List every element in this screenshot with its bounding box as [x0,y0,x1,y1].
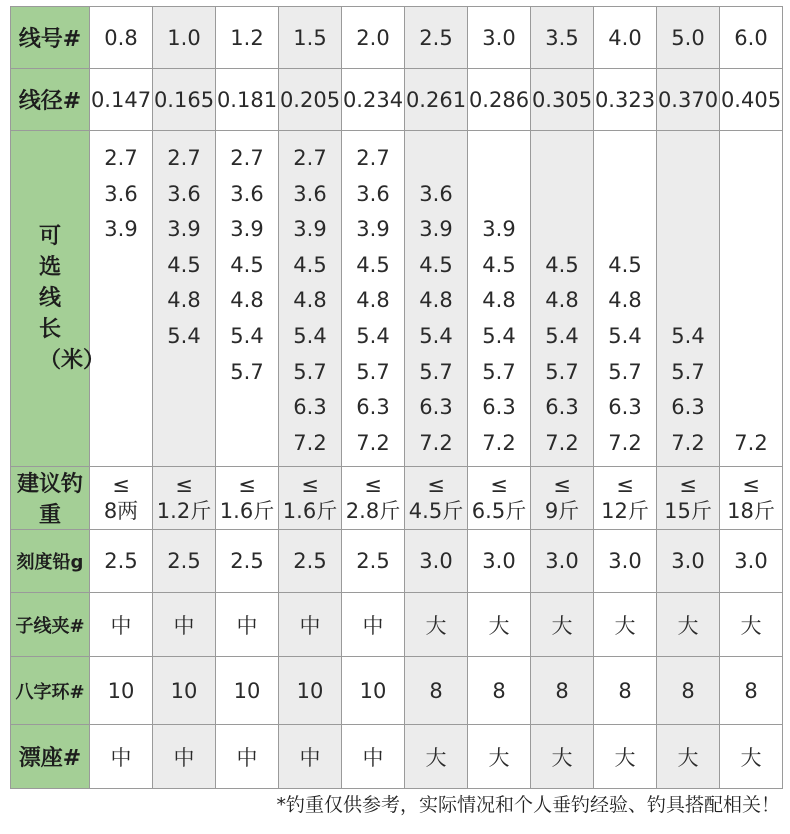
cell-diameter: 0.370 [657,69,720,131]
cell-sinker: 2.5 [216,530,279,593]
length-value [90,248,152,284]
cell-line-number: 1.2 [216,7,279,69]
less-equal-symbol: ≤ [238,473,256,497]
length-value: 3.9 [230,217,264,242]
cell-weight [216,467,279,530]
less-equal-symbol: ≤ [679,473,697,497]
length-value: 5.7 [545,359,579,384]
weight-value [594,472,656,524]
cell-clip: 中 [216,593,279,657]
cell-clip: 中 [90,593,153,657]
cell-diameter: 0.323 [594,69,657,131]
length-value: 3.9 [167,217,201,242]
length-value: 7.2 [419,430,453,455]
cell-lengths [216,131,279,467]
header-lengths [11,131,106,467]
cell-weight [720,467,783,530]
weight-value [216,472,278,524]
spec-table [10,6,783,789]
cell-diameter: 0.205 [279,69,342,131]
row-clip [11,593,783,657]
cell-lengths [90,131,153,467]
header-swivel: 八字环# [11,657,90,725]
header-weight: 建议钓重 [11,467,90,530]
length-value [594,141,656,177]
cell-line-number: 2.5 [405,7,468,69]
cell-sinker: 3.0 [468,530,531,593]
length-value: 3.9 [104,217,138,242]
weight-amount: 9斤 [544,499,580,523]
cell-diameter: 0.234 [342,69,405,131]
cell-lengths [468,131,531,467]
length-value: 5.4 [482,323,516,348]
length-value: 4.8 [608,288,642,313]
weight-amount: 1.6斤 [282,499,338,523]
less-equal-symbol: ≤ [616,473,634,497]
header-lengths-label: 可选线长（米） [39,224,106,373]
cell-line-number: 3.5 [531,7,594,69]
cell-float-seat: 大 [657,725,720,789]
length-value: 3.6 [104,181,138,206]
length-value: 6.3 [482,395,516,420]
less-equal-symbol: ≤ [742,473,760,497]
cell-weight [468,467,531,530]
length-value: 5.4 [167,323,201,348]
length-value [720,390,782,426]
cell-weight [594,467,657,530]
length-value: 4.8 [230,288,264,313]
length-value: 5.7 [608,359,642,384]
cell-float-seat: 中 [279,725,342,789]
length-value: 5.7 [356,359,390,384]
cell-float-seat: 中 [342,725,405,789]
length-value: 7.2 [734,430,768,455]
length-value [720,248,782,284]
cell-swivel: 8 [657,657,720,725]
length-value: 5.7 [230,359,264,384]
weight-amount: 15斤 [664,499,712,523]
weight-amount: 4.5斤 [408,499,464,523]
row-sinker [11,530,783,593]
length-value [720,319,782,355]
weight-value [720,472,782,524]
row-lengths [11,131,783,467]
cell-float-seat: 中 [216,725,279,789]
cell-weight [90,467,153,530]
length-value [657,212,719,248]
length-value: 3.6 [419,181,453,206]
cell-clip: 中 [279,593,342,657]
cell-line-number: 0.8 [90,7,153,69]
cell-sinker: 2.5 [342,530,405,593]
cell-swivel: 10 [216,657,279,725]
less-equal-symbol: ≤ [490,473,508,497]
weight-value [657,472,719,524]
length-value: 2.7 [104,146,138,170]
length-value: 2.7 [230,146,264,170]
cell-diameter: 0.405 [720,69,783,131]
length-value [531,212,593,248]
length-value: 3.9 [356,217,390,242]
length-value [153,390,215,426]
length-value [657,283,719,319]
cell-swivel: 10 [90,657,153,725]
cell-swivel: 8 [720,657,783,725]
cell-float-seat: 中 [90,725,153,789]
cell-lengths [594,131,657,467]
weight-value [405,472,467,524]
length-value: 4.5 [608,252,642,277]
length-value [90,390,152,426]
cell-clip: 大 [720,593,783,657]
weight-value [90,472,152,524]
weight-amount: 2.8斤 [345,499,401,523]
length-value [720,283,782,319]
cell-diameter: 0.286 [468,69,531,131]
weight-amount: 18斤 [727,499,775,523]
length-value: 2.7 [356,146,390,170]
less-equal-symbol: ≤ [175,473,193,497]
length-value [216,390,278,426]
length-value: 7.2 [608,430,642,455]
length-value: 4.5 [167,252,201,277]
cell-diameter: 0.165 [153,69,216,131]
cell-lengths [405,131,468,467]
cell-swivel: 8 [594,657,657,725]
cell-line-number: 1.5 [279,7,342,69]
length-value: 5.7 [671,359,705,384]
cell-swivel: 10 [153,657,216,725]
length-value: 5.4 [356,323,390,348]
cell-lengths [342,131,405,467]
weight-value [468,472,530,524]
length-value [720,355,782,391]
cell-sinker: 3.0 [405,530,468,593]
length-value [720,141,782,177]
length-value: 6.3 [419,395,453,420]
length-value: 3.6 [293,181,327,206]
cell-lengths [657,131,720,467]
length-value [405,141,467,177]
row-weight [11,467,783,530]
weight-value [153,472,215,524]
length-value: 5.4 [230,323,264,348]
length-value: 6.3 [671,395,705,420]
weight-amount: 1.6斤 [219,499,275,523]
weight-amount: 12斤 [601,499,649,523]
weight-value [531,472,593,524]
length-value: 4.5 [419,252,453,277]
length-value [153,426,215,462]
cell-float-seat: 大 [405,725,468,789]
cell-weight [531,467,594,530]
less-equal-symbol: ≤ [427,473,445,497]
length-value: 5.4 [419,323,453,348]
length-value [594,212,656,248]
cell-clip: 大 [594,593,657,657]
length-value: 3.6 [167,181,201,206]
header-diameter: 线径# [11,69,90,131]
length-value: 5.7 [293,359,327,384]
length-value: 4.8 [482,288,516,313]
cell-sinker: 2.5 [153,530,216,593]
length-value: 6.3 [356,395,390,420]
length-value: 5.4 [545,323,579,348]
length-value [657,177,719,213]
length-value [468,177,530,213]
cell-line-number: 1.0 [153,7,216,69]
length-value [657,248,719,284]
cell-clip: 中 [342,593,405,657]
cell-swivel: 8 [468,657,531,725]
length-value [531,141,593,177]
cell-diameter: 0.181 [216,69,279,131]
length-value [90,426,152,462]
header-sinker: 刻度铅g [11,530,90,593]
length-value: 4.5 [230,252,264,277]
length-value: 7.2 [671,430,705,455]
cell-sinker: 3.0 [657,530,720,593]
cell-line-number: 5.0 [657,7,720,69]
cell-lengths [153,131,216,467]
length-value: 4.5 [545,252,579,277]
footnote: *钓重仅供参考，实际情况和个人垂钓经验、钓具搭配相关！ [276,794,780,816]
cell-sinker: 3.0 [531,530,594,593]
header-clip: 子线夹# [11,593,90,657]
length-value [594,177,656,213]
length-value: 6.3 [293,395,327,420]
cell-swivel: 8 [531,657,594,725]
length-value: 4.8 [293,288,327,313]
cell-float-seat: 大 [531,725,594,789]
length-value [657,141,719,177]
cell-swivel: 10 [279,657,342,725]
header-line-number: 线号# [11,7,90,69]
length-value: 5.4 [293,323,327,348]
length-value: 4.5 [482,252,516,277]
cell-float-seat: 大 [594,725,657,789]
weight-amount: 6.5斤 [471,499,527,523]
length-value: 4.8 [419,288,453,313]
length-value: 3.6 [230,181,264,206]
length-value: 5.4 [608,323,642,348]
cell-clip: 大 [468,593,531,657]
cell-float-seat: 中 [153,725,216,789]
cell-lengths [720,131,783,467]
length-value: 5.4 [671,323,705,348]
cell-weight [153,467,216,530]
length-value [720,177,782,213]
length-value [468,141,530,177]
length-value: 2.7 [167,146,201,170]
cell-line-number: 6.0 [720,7,783,69]
cell-float-seat: 大 [720,725,783,789]
length-value [216,426,278,462]
cell-clip: 中 [153,593,216,657]
length-value: 4.8 [167,288,201,313]
length-value: 3.6 [356,181,390,206]
less-equal-symbol: ≤ [301,473,319,497]
cell-clip: 大 [405,593,468,657]
weight-value [279,472,341,524]
length-value: 7.2 [356,430,390,455]
cell-diameter: 0.261 [405,69,468,131]
cell-weight [279,467,342,530]
cell-swivel: 8 [405,657,468,725]
length-value [720,212,782,248]
row-float-seat [11,725,783,789]
cell-clip: 大 [531,593,594,657]
length-value: 5.7 [419,359,453,384]
cell-line-number: 4.0 [594,7,657,69]
length-value: 3.9 [419,217,453,242]
length-value: 3.9 [293,217,327,242]
length-value [531,177,593,213]
cell-weight [405,467,468,530]
length-value: 5.7 [482,359,516,384]
cell-sinker: 2.5 [90,530,153,593]
length-value: 7.2 [545,430,579,455]
length-value: 3.9 [482,217,516,242]
length-value: 4.5 [293,252,327,277]
length-value: 6.3 [608,395,642,420]
cell-line-number: 2.0 [342,7,405,69]
cell-sinker: 3.0 [594,530,657,593]
cell-diameter: 0.147 [90,69,153,131]
length-value [90,283,152,319]
cell-swivel: 10 [342,657,405,725]
cell-sinker: 3.0 [720,530,783,593]
row-diameter [11,69,783,131]
length-value: 6.3 [545,395,579,420]
cell-sinker: 2.5 [279,530,342,593]
length-value: 2.7 [293,146,327,170]
cell-weight [657,467,720,530]
cell-clip: 大 [657,593,720,657]
length-value [153,355,215,391]
less-equal-symbol: ≤ [112,473,130,497]
length-value: 4.8 [356,288,390,313]
cell-lengths [279,131,342,467]
less-equal-symbol: ≤ [364,473,382,497]
weight-amount: 8两 [103,499,139,523]
row-swivel [11,657,783,725]
cell-float-seat: 大 [468,725,531,789]
length-value: 4.5 [356,252,390,277]
weight-value [342,472,404,524]
length-value: 7.2 [482,430,516,455]
less-equal-symbol: ≤ [553,473,571,497]
cell-diameter: 0.305 [531,69,594,131]
length-value: 7.2 [293,430,327,455]
cell-weight [342,467,405,530]
cell-lengths [531,131,594,467]
row-line-number [11,7,783,69]
weight-amount: 1.2斤 [156,499,212,523]
length-value: 4.8 [545,288,579,313]
header-float-seat: 漂座# [11,725,90,789]
cell-line-number: 3.0 [468,7,531,69]
